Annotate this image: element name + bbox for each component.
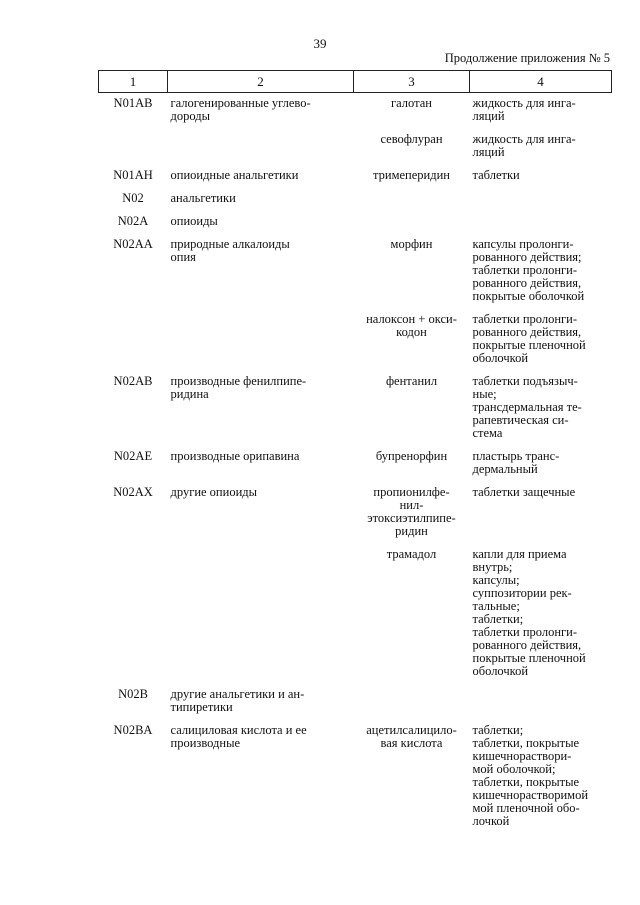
table-row [99,450,612,486]
group-cell [168,375,354,450]
dosage-form-cell [470,93,612,134]
dosage-form-line: оболочкой [472,351,529,365]
substance-line: ридин [395,524,428,538]
atc-code-cell: N02AX [113,485,153,499]
dosage-form-line: таблетки подъязыч- [472,374,578,388]
dosage-form-line: кишечнорастворимой [472,788,589,802]
substance-cell [354,192,470,215]
dosage-form-line: ляций [472,109,505,123]
atc-code-cell: N02AA [113,237,153,251]
group-line: производные орипавина [170,449,300,463]
dosage-form-cell [470,192,612,215]
dosage-form-cell [470,486,612,548]
group-line: салициловая кислота и ее [170,723,307,737]
group-line: типиретики [170,700,233,714]
group-line: производные фенилпипе- [170,374,307,388]
dosage-form-cell [470,133,612,169]
atc-code-cell [99,548,168,688]
column-header: 3 [354,71,470,93]
substance-line: вая кислота [380,736,443,750]
dosage-form-line: таблетки, покрытые [472,775,580,789]
group-line: другие анальгетики и ан- [170,687,305,701]
dosage-form-line: таблетки [472,168,520,182]
atc-code-cell: N01AB [113,96,153,110]
group-cell [168,688,354,724]
dosage-form-line: покрытые пленочной [472,651,586,665]
dosage-form-line: лочкой [472,814,510,828]
group-line: другие опиоиды [170,485,258,499]
group-cell [168,450,354,486]
dosage-form-cell [470,215,612,238]
group-cell [168,313,354,375]
dosage-form-line: дермальный [472,462,538,476]
dosage-form-line: таблетки; [472,612,524,626]
dosage-form-line: стема [472,426,503,440]
dosage-form-line: капсулы; [472,573,520,587]
dosage-form-cell [470,724,612,838]
group-cell [168,192,354,215]
dosage-form-line: рованного действия, [472,276,582,290]
dosage-form-line: мой пленочной обо- [472,801,580,815]
dosage-form-cell [470,313,612,375]
group-cell [168,548,354,688]
dosage-form-line: капли для приема [472,547,567,561]
dosage-form-line: таблетки; [472,723,524,737]
group-cell [168,215,354,238]
atc-code-cell: N02BA [113,723,153,737]
column-header: 1 [99,71,168,93]
table-row [99,215,612,238]
substance-line: морфин [390,237,433,251]
group-line: дороды [170,109,211,123]
dosage-form-cell [470,688,612,724]
substance-line: кодон [396,325,427,339]
continuation-caption: Продолжение приложения № 5 [444,51,610,65]
substance-line: этоксиэтилпипе- [367,511,456,525]
dosage-form-line: рапевтическая си- [472,413,569,427]
table-body [99,93,612,839]
group-cell [168,93,354,134]
substance-cell [354,688,470,724]
table-row [99,548,612,688]
substance-cell [354,724,470,838]
atc-code-cell [99,133,168,169]
group-line: природные алкалоиды [170,237,290,251]
atc-code-cell [99,313,168,375]
group-line: анальгетики [170,191,236,205]
dosage-form-line: трансдермальная те- [472,400,582,414]
dosage-form-cell [470,169,612,192]
group-line: опиоидные анальгетики [170,168,299,182]
atc-code-cell: N02B [118,687,148,701]
dosage-form-line: внутрь; [472,560,513,574]
column-header: 2 [168,71,354,93]
dosage-form-line: суппозитории рек- [472,586,572,600]
table-row [99,724,612,838]
group-cell [168,133,354,169]
dosage-form-line: капсулы пролонги- [472,237,574,251]
dosage-form-line: таблетки пролонги- [472,312,578,326]
table-row [99,169,612,192]
dosage-form-line: таблетки защечные [472,485,576,499]
dosage-form-line: таблетки пролонги- [472,625,578,639]
table-row [99,192,612,215]
substance-cell [354,450,470,486]
table-row [99,93,612,134]
dosage-form-line: пластырь транс- [472,449,560,463]
dosage-form-line: покрытые оболочкой [472,289,585,303]
atc-code-cell: N02AE [113,449,153,463]
group-cell [168,169,354,192]
dosage-form-line: жидкость для инга- [472,132,576,146]
substance-cell [354,313,470,375]
substance-cell [354,169,470,192]
table-row [99,688,612,724]
substance-cell [354,486,470,548]
substance-cell [354,238,470,313]
group-cell [168,486,354,548]
dosage-form-line: таблетки пролонги- [472,263,578,277]
group-line: производные [170,736,241,750]
substance-line: тримеперидин [373,168,450,182]
table-row [99,238,612,313]
substance-cell [354,215,470,238]
substance-line: севофлуран [380,132,443,146]
dosage-form-cell [470,450,612,486]
dosage-form-line: кишечнораствори- [472,749,572,763]
group-line: галогенированные углево- [170,96,311,110]
table-row [99,133,612,169]
group-line: опия [170,250,196,264]
table-row [99,486,612,548]
substance-line: пропионилфе- [373,485,450,499]
substance-line: ацетилсалицило- [366,723,457,737]
page-number: 39 [313,36,327,51]
drug-table [98,70,612,838]
substance-cell [354,133,470,169]
substance-cell [354,548,470,688]
dosage-form-line: рованного действия; [472,250,582,264]
table-row [99,375,612,450]
atc-code-cell: N02 [122,191,144,205]
group-cell [168,238,354,313]
dosage-form-line: тальные; [472,599,520,613]
substance-cell [354,93,470,134]
substance-cell [354,375,470,450]
substance-line: налоксон + окси- [366,312,457,326]
table-row [99,313,612,375]
dosage-form-cell [470,548,612,688]
substance-line: фентанил [385,374,438,388]
dosage-form-line: оболочкой [472,664,529,678]
substance-line: галотан [391,96,432,110]
dosage-form-line: рованного действия, [472,325,582,339]
dosage-form-line: мой оболочкой; [472,762,556,776]
dosage-form-cell [470,238,612,313]
group-line: опиоиды [170,214,218,228]
dosage-form-line: таблетки, покрытые [472,736,580,750]
dosage-form-line: жидкость для инга- [472,96,576,110]
dosage-form-line: ные; [472,387,497,401]
column-header: 4 [470,71,612,93]
substance-line: бупренорфин [375,449,448,463]
dosage-form-line: ляций [472,145,505,159]
group-line: ридина [170,387,209,401]
dosage-form-line: рованного действия, [472,638,582,652]
atc-code-cell: N02AB [113,374,153,388]
atc-code-cell: N01AH [113,168,153,182]
table-header-row [99,71,612,93]
group-cell [168,724,354,838]
atc-code-cell: N02A [117,214,149,228]
dosage-form-line: покрытые пленочной [472,338,586,352]
substance-line: трамадол [386,547,437,561]
substance-line: нил- [399,498,424,512]
dosage-form-cell [470,375,612,450]
